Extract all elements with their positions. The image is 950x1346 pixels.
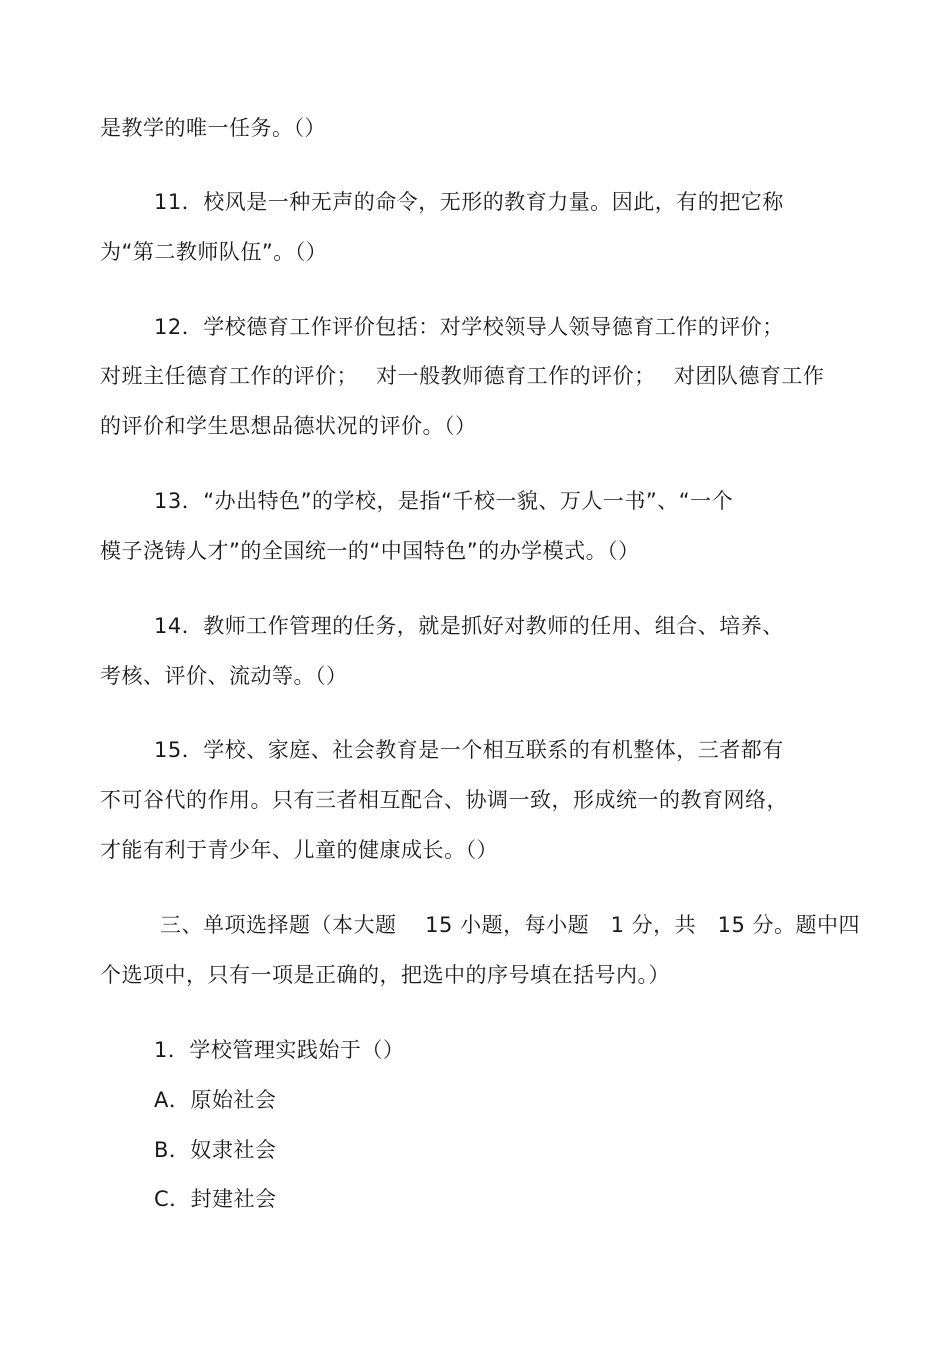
text-line: 才能有利于青少年、儿童的健康成长。（）: [100, 838, 498, 862]
question-11: 11．校风是一种无声的命令，无形的教育力量。因此，有的把它称: [154, 190, 784, 214]
text-line: 不可谷代的作用。只有三者相互配合、协调一致，形成统一的教育网络，: [100, 788, 788, 812]
text-line: 考核、评价、流动等。（）: [100, 664, 348, 688]
question-12: 12．学校德育工作评价包括：对学校领导人领导德育工作的评价；: [154, 315, 784, 339]
question-14: 14．教师工作管理的任务，就是抓好对教师的任用、组合、培养、: [154, 614, 784, 638]
text-line: 模子浇铸人才”的全国统一的“中国特色”的办学模式。（）: [100, 539, 640, 563]
option-c: C．封建社会: [154, 1187, 277, 1211]
option-b: B．奴隶社会: [154, 1138, 277, 1162]
section-heading: 三、单项选择题（本大题 15 小题，每小题 1 分，共 15 分。题中四: [160, 913, 861, 937]
option-a: A．原始社会: [154, 1088, 277, 1112]
text-line: 为“第二教师队伍”。（）: [100, 240, 328, 264]
question-15: 15．学校、家庭、社会教育是一个相互联系的有机整体，三者都有: [154, 738, 784, 762]
text-line: 的评价和学生思想品德状况的评价。（）: [100, 414, 477, 438]
text-line: 个选项中，只有一项是正确的，把选中的序号填在括号内。）: [100, 963, 670, 987]
question-13: 13．“办出特色”的学校，是指“千校一貌、万人一书”、“一个: [154, 489, 734, 513]
text-line: 对班主任德育工作的评价； 对一般教师德育工作的评价； 对团队德育工作: [100, 364, 825, 388]
text-line: 是教学的唯一任务。（）: [100, 116, 326, 140]
choice-question-1: 1．学校管理实践始于（）: [154, 1038, 405, 1062]
